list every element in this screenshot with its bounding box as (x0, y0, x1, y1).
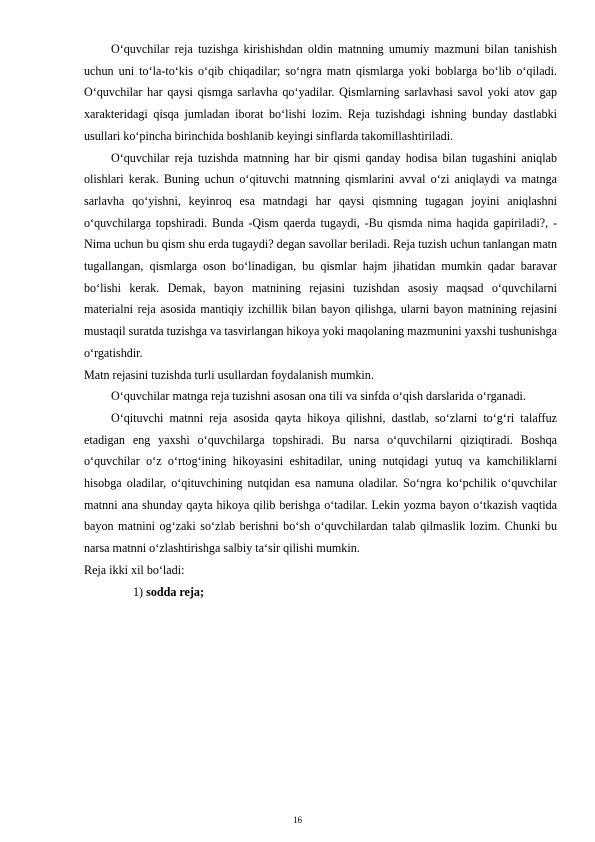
paragraph-4: O‘quvchilar matnga reja tuzishni asosan ona tili va sinfda o‘qish darslarida o‘rganadi. (111, 389, 526, 404)
list-item (84, 582, 557, 604)
paragraph-5: O‘qituvchi matnni reja asosida qayta hikoya qilishni, dastlab, so‘zlarni to‘g‘ri talaffuz etadigan eng yaxshi o‘quvchilarga topshiradi. Bu narsa o‘quvchilarni qiziqtiradi. Boshqa o‘quvchilar o‘z o‘rtog‘ining hikoyasini eshitadilar, uning nutqidagi yutuq va kamchiliklarni hisobga oladilar, o‘qituvchining nutqidan esa namuna oladilar. So‘ngra ko‘pchilik o‘quvchilar matnni ana shunday qayta hikoya qilib berishga o‘tadilar. Lekin yozma bayon o‘tkazish vaqtida bayon matnini og‘zaki so‘zlab berishni bo‘sh o‘quvchilardan talab qilmaslik lozim. Chunki bu narsa matnni o‘zlashtirishga salbiy ta‘sir qilishi mumkin. (84, 410, 557, 556)
list-item-label: sodda reja; (146, 584, 205, 599)
paragraph-1: O‘quvchilar reja tuzishga kirishishdan oldin matnning umumiy mazmuni bilan tanishish uchun uni to‘la-to‘kis o‘qib chiqadilar; so‘ngra matn qismlarga yoki boblarga bo‘lib o‘qiladi. O‘quvchilar har qaysi qismga sarlavha qo‘yadilar. Qismlarning sarlavhasi savol yoki atov gap xarakteridagi qisqa jumladan iborat bo‘lishi lozim. Reja tuzishdagi ishning bunday dastlabki usullari ko‘pincha birinchida boshlanib keyingi sinflarda takomillashtiriladi. (84, 42, 557, 143)
paragraph-2: O‘quvchilar reja tuzishda matnning har bir qismi qanday hodisa bilan tugashini aniqlab olishlari kerak. Buning uchun o‘qituvchi matnning qismlarini avval o‘zi aniqlaydi va matnga sarlavha qo‘yishni, keyinroq esa matndagi har qaysi qismning tugagan joyini aniqlashni o‘quvchilarga topshiradi. Bunda -Qism qaerda tugaydi, -Bu qismda nima haqida gapiriladi?, -Nima uchun bu qism shu erda tugaydi? degan savollar beriladi. Reja tuzish uchun tanlangan matn tugallangan, qismlarga oson bo‘linadigan, bu qismlar hajm jihatidan mumkin qadar baravar bo‘lishi kerak. Demak, bayon matnining rejasini tuzishdan asosiy maqsad o‘quvchilarni materialni reja asosida mantiqiy izchillik bilan bayon qilishga, ularni bayon matnining rejasini mustaqil suratda tuzishga va tasvirlangan hikoya yoki maqolaning mazmunini yaxshi tushunishga o‘rgatishdir. (84, 150, 557, 360)
paragraph-3: Matn rejasini tuzishda turli usullardan foydalanish mumkin. (84, 367, 374, 382)
page-number: 16 (293, 815, 302, 825)
list-item-number: 1) (133, 584, 147, 599)
paragraph-6: Reja ikki xil bo‘ladi: (84, 562, 185, 577)
body-text (84, 39, 557, 603)
